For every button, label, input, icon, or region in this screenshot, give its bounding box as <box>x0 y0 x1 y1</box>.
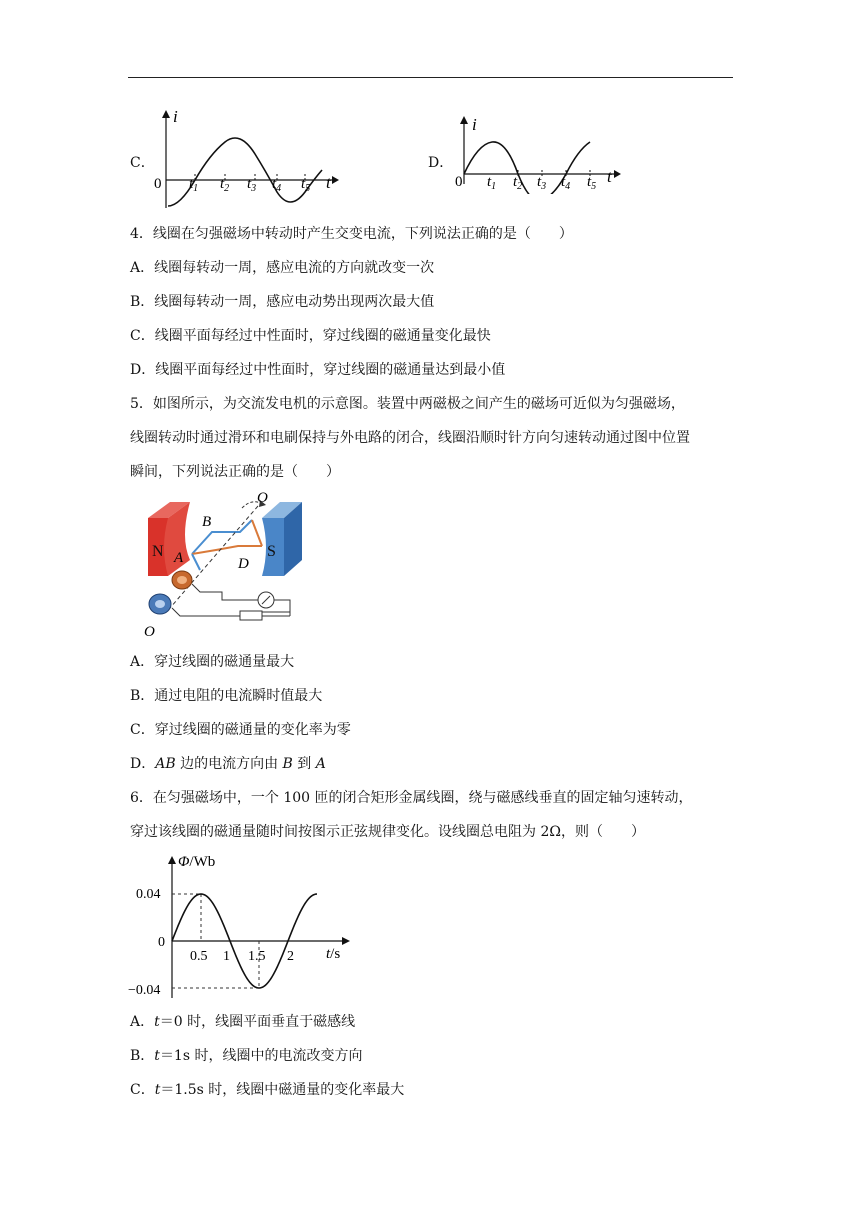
y-axis-arrow <box>162 110 170 118</box>
q5-option-d-prefix: D． <box>130 756 156 772</box>
tick-t1: $t_1$ <box>487 174 497 192</box>
current-curve <box>168 138 322 206</box>
resistor-icon <box>240 611 262 620</box>
q4-option-d[interactable]: D．线圈平面每经过中性面时，穿过线圈的磁通量达到最小值 <box>130 362 506 378</box>
edge-label-d: D <box>238 556 249 572</box>
axis-label-top: O <box>257 490 268 506</box>
q5-option-d-to-word: 到 <box>292 756 316 772</box>
x-axis-label: t <box>607 167 612 186</box>
y-tick-label-min: −0.04 <box>128 983 161 998</box>
y-axis-label: i <box>472 115 477 134</box>
q3-option-c-label: C． <box>130 155 155 171</box>
x-axis-title: t/s <box>326 946 341 962</box>
tick-t2: $t_2$ <box>220 176 230 194</box>
edge-label-a: A <box>174 550 184 566</box>
q6-option-b-var: t <box>154 1048 160 1064</box>
tick-t4: $t_4$ <box>561 174 571 192</box>
current-curve <box>464 142 590 194</box>
q6-option-c[interactable] <box>130 1080 404 1100</box>
q4-option-b[interactable]: B．线圈每转动一周，感应电动势出现两次最大值 <box>130 294 435 310</box>
q5-option-a[interactable]: A．穿过线圈的磁通量最大 <box>130 654 295 670</box>
q6-option-b-text: ＝1s 时，线圈中的电流改变方向 <box>159 1048 363 1064</box>
circuit-wire-top <box>192 584 290 612</box>
tick-t4: $t_4$ <box>272 176 282 194</box>
q6-option-a-text: ＝0 时，线圈平面垂直于磁感线 <box>159 1014 356 1030</box>
ac-generator-diagram <box>130 488 310 643</box>
origin-label: 0 <box>154 176 162 192</box>
origin-label: 0 <box>455 174 463 190</box>
q5-stem-line-3: 瞬间，下列说法正确的是（ ） <box>130 464 340 480</box>
tick-t1: $t_1$ <box>189 176 199 194</box>
x-axis-label: t <box>326 173 331 192</box>
north-label: N <box>152 543 164 560</box>
y-tick-label-max: 0.04 <box>136 887 161 902</box>
x-tick-label-0-5: 0.5 <box>190 949 208 964</box>
q5-stem-line-2: 线圈转动时通过滑环和电刷保持与外电路的闭合，线圈沿顺时针方向匀速转动通过图中位置 <box>130 430 690 446</box>
q6-option-a[interactable] <box>130 1012 355 1032</box>
axis-label-bottom: O <box>144 624 155 640</box>
q4-stem: 4．线圈在匀强磁场中转动时产生交变电流，下列说法正确的是（ ） <box>130 226 573 242</box>
q6-option-b-prefix: B． <box>130 1048 155 1064</box>
q3-option-c-graph <box>150 108 340 210</box>
q3-option-d-graph <box>450 114 625 194</box>
x-tick-label-1-5: 1.5 <box>248 949 266 964</box>
y-tick-label-zero: 0 <box>158 935 165 950</box>
y-axis-label: i <box>173 108 178 126</box>
south-label: S <box>267 543 276 560</box>
q4-option-a[interactable]: A．线圈每转动一周，感应电流的方向就改变一次 <box>130 260 435 276</box>
q5-option-d[interactable] <box>130 754 326 774</box>
q6-option-b[interactable] <box>130 1046 362 1066</box>
circuit-wire-bottom <box>172 608 240 616</box>
y-axis-title: Φ/Wb <box>178 854 216 870</box>
q5-option-d-edge: AB <box>155 756 176 772</box>
q6-option-c-text: ＝1.5s 时，线圈中磁通量的变化率最大 <box>160 1082 405 1098</box>
edge-label-b: B <box>202 514 212 530</box>
q6-option-c-prefix: C． <box>130 1082 155 1098</box>
tick-t5: $t_5$ <box>301 176 311 194</box>
q6-stem-line-1: 6．在匀强磁场中，一个 100 匝的闭合矩形金属线圈，绕与磁感线垂直的固定轴匀速转动， <box>130 790 693 806</box>
tick-t3: $t_3$ <box>247 176 257 194</box>
x-axis-arrow <box>342 937 350 945</box>
q5-stem-line-1: 5．如图所示，为交流发电机的示意图。装置中两磁极之间产生的磁场可近似为匀强磁场， <box>130 396 685 412</box>
x-axis-arrow <box>614 170 621 178</box>
y-axis-arrow <box>168 856 176 864</box>
x-tick-label-2: 2 <box>287 949 294 964</box>
x-axis-arrow <box>332 176 339 184</box>
q6-option-c-var: t <box>154 1082 161 1098</box>
tick-t2: $t_2$ <box>513 174 523 192</box>
tick-t3: $t_3$ <box>537 174 547 192</box>
q6-stem-line-2: 穿过该线圈的磁通量随时间按图示正弦规律变化。设线圈总电阻为 2Ω，则（ ） <box>130 824 645 840</box>
q5-option-d-from: B <box>282 756 293 772</box>
q5-option-c[interactable]: C．穿过线圈的磁通量的变化率为零 <box>130 722 351 738</box>
x-tick-label-1: 1 <box>223 949 230 964</box>
q5-option-d-mid: 边的电流方向由 <box>175 756 283 772</box>
coil-edge-d <box>192 546 262 554</box>
q6-option-a-prefix: A． <box>130 1014 155 1030</box>
q5-option-b[interactable]: B．通过电阻的电流瞬时值最大 <box>130 688 323 704</box>
q6-option-a-var: t <box>154 1014 160 1030</box>
q4-option-c[interactable]: C．线圈平面每经过中性面时，穿过线圈的磁通量变化最快 <box>130 328 491 344</box>
flux-time-chart <box>120 846 360 1000</box>
q3-option-d-label: D． <box>428 155 454 171</box>
tick-t5: $t_5$ <box>587 174 597 192</box>
header-rule <box>128 77 733 78</box>
q5-option-d-to: A <box>315 756 326 772</box>
y-axis-arrow <box>460 116 468 124</box>
